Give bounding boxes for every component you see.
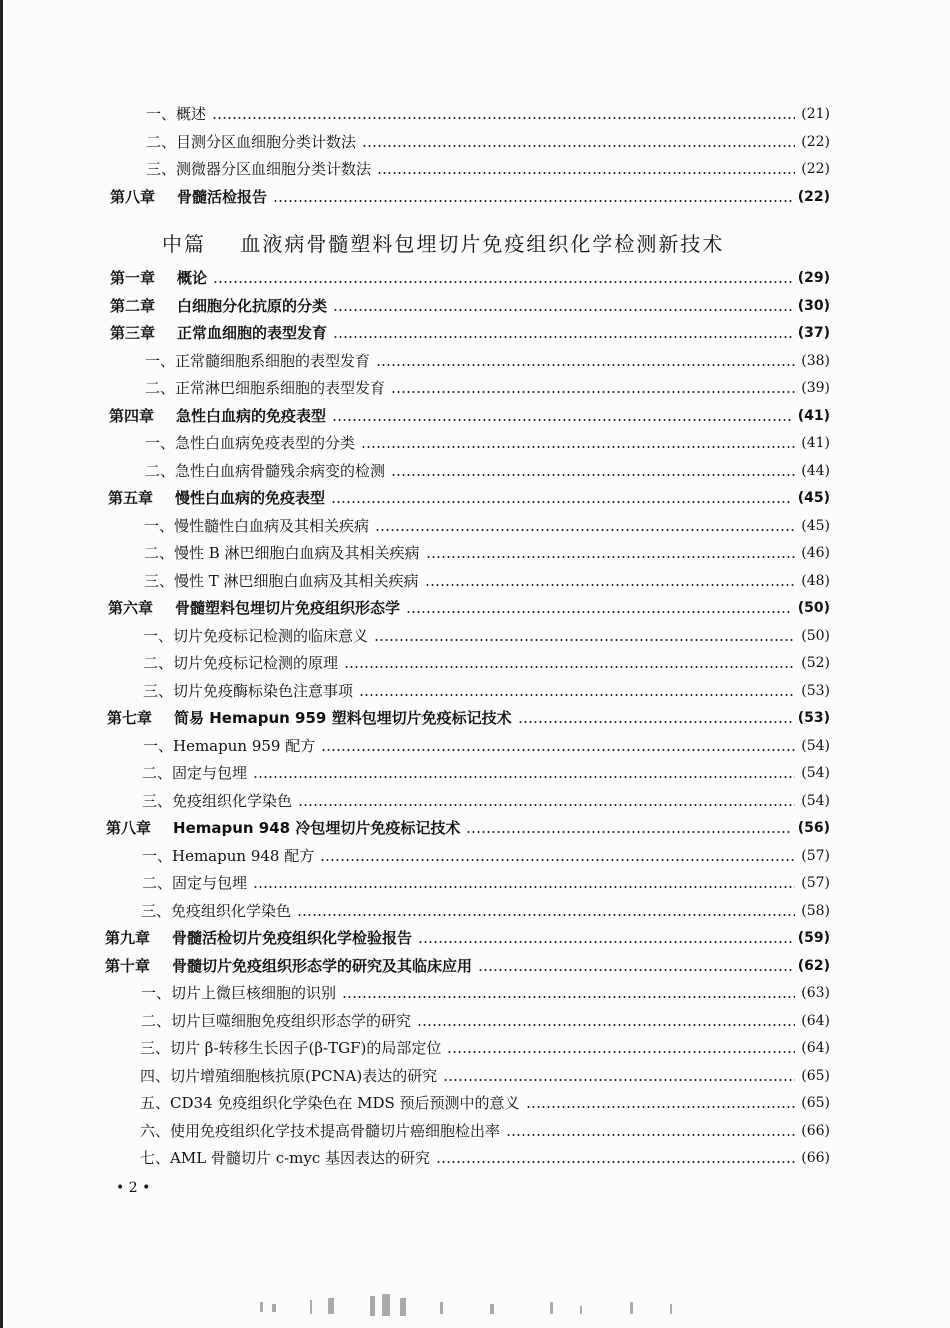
dot-leader: [375, 529, 795, 531]
toc-entry-title: 三、慢性 T 淋巴细胞白血病及其相关疾病: [144, 571, 419, 590]
page-reference: (54): [801, 765, 830, 781]
page-reference: (66): [801, 1150, 830, 1166]
dot-leader: [478, 969, 792, 971]
toc-section-entry: [142, 791, 830, 811]
chapter-number: 第十章: [105, 956, 151, 975]
chapter-number: 第七章: [107, 709, 153, 727]
toc-entry-title: 三、切片免疫酶标染色注意事项: [143, 681, 354, 700]
page-reference: (45): [797, 490, 830, 506]
chapter-title: 简易 Hemapun 959 塑料包埋切片免疫标记技术: [174, 709, 512, 727]
dot-leader: [426, 556, 796, 558]
toc-entry-title: 二、切片巨噬细胞免疫组织形态学的研究: [141, 1011, 412, 1030]
chapter-title: 概论: [177, 269, 208, 287]
page-reference: (44): [801, 462, 830, 479]
page-reference: (21): [801, 106, 830, 122]
part-heading: [162, 228, 782, 257]
page-reference: (54): [801, 737, 830, 754]
toc-section-entry: [141, 901, 830, 921]
toc-section-entry: [141, 1011, 830, 1031]
chapter-title: 慢性白血病的免疫表型: [175, 489, 326, 507]
toc-section-entry: [144, 571, 830, 591]
chapter-title: 急性白血病的免疫表型: [176, 406, 327, 425]
page-reference: (65): [801, 1067, 830, 1084]
toc-entry-title: [105, 956, 472, 976]
dot-leader: [418, 941, 792, 943]
toc-entry-title: [110, 296, 327, 316]
page-reference: (48): [801, 572, 830, 589]
toc-entry-title: 一、切片上微巨核细胞的识别: [141, 984, 337, 1002]
toc-chapter-entry: [109, 406, 830, 426]
toc-chapter-entry: [105, 928, 830, 948]
dot-leader: [332, 419, 792, 421]
page-reference: (65): [801, 1095, 830, 1111]
toc-entry-title: 七、AML 骨髓切片 c-myc 基因表达的研究: [140, 1149, 431, 1167]
page-reference: (66): [801, 1122, 830, 1139]
dot-leader: [320, 859, 795, 861]
toc-chapter-entry: [110, 296, 830, 316]
page-reference: (57): [801, 875, 830, 891]
dot-leader: [425, 584, 796, 586]
dot-leader: [213, 281, 792, 283]
dot-leader: [506, 1134, 795, 1136]
page-reference: (64): [801, 1012, 830, 1029]
toc-section-entry: [141, 983, 830, 1003]
page-reference: (29): [797, 270, 830, 286]
page-reference: (39): [801, 380, 830, 396]
page-reference: (22): [797, 188, 830, 205]
dot-leader: [406, 611, 792, 613]
toc-chapter-entry: [105, 956, 830, 976]
toc-entry-title: 二、切片免疫标记检测的原理: [143, 654, 339, 672]
page-reference: (46): [801, 545, 830, 561]
toc-entry-title: [110, 187, 267, 207]
dot-leader: [342, 996, 795, 998]
chapter-number: 第九章: [105, 929, 151, 947]
toc-entry-title: 三、切片 β-转移生长因子(β-TGF)的局部定位: [140, 1039, 442, 1057]
chapter-title: 骨髓活检报告: [177, 187, 268, 206]
toc-chapter-entry: [108, 598, 830, 618]
toc-chapter-entry: [110, 268, 830, 288]
page-reference: (37): [797, 325, 830, 341]
dot-leader: [376, 364, 795, 366]
dot-leader: [333, 336, 792, 338]
toc-section-entry: [145, 351, 830, 371]
page-reference: (53): [797, 710, 830, 726]
dot-leader: [344, 666, 795, 668]
dot-leader: [321, 749, 795, 751]
page-reference: (56): [797, 820, 830, 836]
dot-leader: [377, 172, 795, 174]
toc-section-entry: [140, 1066, 830, 1086]
toc-chapter-entry: [106, 818, 830, 838]
dot-leader: [391, 391, 795, 393]
toc-chapter-entry: [110, 323, 830, 343]
page-reference: (58): [801, 902, 830, 919]
chapter-number: 第八章: [106, 819, 152, 837]
toc-entry-title: 二、正常淋巴细胞系细胞的表型发育: [145, 379, 386, 397]
dot-leader: [253, 776, 795, 778]
toc-entry-title: 二、急性白血病骨髓残余病变的检测: [145, 461, 386, 480]
chapter-number: 第八章: [110, 187, 156, 206]
toc-entry-title: 三、测微器分区血细胞分类计数法: [146, 160, 372, 178]
toc-entry-title: [108, 598, 400, 618]
toc-section-entry: [145, 378, 830, 398]
dot-leader: [518, 721, 792, 723]
dot-leader: [447, 1051, 795, 1053]
toc-entry-title: [105, 928, 412, 948]
toc-entry-title: 三、免疫组织化学染色: [142, 791, 293, 810]
dot-leader: [333, 309, 792, 311]
dot-leader: [253, 886, 795, 888]
dot-leader: [361, 446, 795, 448]
toc-section-entry: [140, 1038, 830, 1058]
toc-entry-title: [110, 268, 207, 288]
toc-entry-title: 一、概述: [146, 105, 207, 123]
page-reference: (63): [801, 985, 830, 1001]
page-reference: (38): [801, 352, 830, 369]
toc-section-entry: [145, 433, 830, 453]
chapter-number: 第六章: [108, 599, 154, 617]
toc-entry-title: [106, 818, 460, 838]
toc-entry-title: [110, 323, 327, 343]
toc-entry-title: 三、免疫组织化学染色: [141, 901, 292, 920]
toc-entry-title: 一、Hemapun 948 配方: [142, 846, 315, 865]
toc-chapter-entry: [107, 708, 830, 728]
scan-artifact: [250, 1290, 700, 1320]
toc-entry-title: 二、固定与包埋: [142, 874, 248, 892]
page-number: • 2 •: [116, 1180, 151, 1196]
toc-chapter-entry: [110, 187, 830, 207]
toc-section-entry: [140, 1148, 830, 1168]
dot-leader: [362, 145, 795, 147]
toc-chapter-entry: [108, 488, 830, 508]
toc-section-entry: [145, 461, 830, 481]
page-reference: (50): [801, 627, 830, 644]
toc-section-entry: [146, 132, 830, 152]
dot-leader: [359, 694, 795, 696]
toc-entry-title: 一、切片免疫标记检测的临床意义: [143, 626, 369, 645]
page-reference: (62): [797, 957, 830, 974]
toc-entry-title: 二、固定与包埋: [142, 764, 248, 782]
page-reference: (53): [801, 682, 830, 699]
dot-leader: [466, 831, 791, 833]
toc-section-entry: [143, 736, 830, 756]
toc-entry-title: 二、慢性 B 淋巴细胞白血病及其相关疾病: [144, 544, 420, 562]
toc-section-entry: [143, 626, 830, 646]
page-reference: (57): [801, 847, 830, 864]
dot-leader: [331, 501, 792, 503]
dot-leader: [297, 914, 795, 916]
toc-entry-title: 二、目测分区血细胞分类计数法: [146, 132, 357, 151]
toc-section-entry: [144, 543, 830, 563]
page-reference: (52): [801, 655, 830, 671]
dot-leader: [436, 1161, 795, 1163]
page-reference: (54): [801, 792, 830, 809]
toc-entry-title: 一、Hemapun 959 配方: [143, 736, 316, 755]
chapter-title: 白细胞分化抗原的分类: [177, 296, 328, 315]
page-reference: (30): [797, 297, 830, 314]
toc-section-entry: [140, 1093, 830, 1113]
chapter-number: 第三章: [110, 324, 156, 342]
page-reference: (59): [797, 930, 830, 946]
chapter-number: 第一章: [110, 269, 156, 287]
toc-section-entry: [140, 1121, 830, 1141]
page-reference: (45): [801, 517, 830, 534]
toc-entry-title: [107, 708, 512, 728]
dot-leader: [391, 474, 795, 476]
dot-leader: [417, 1024, 795, 1026]
chapter-title: 骨髓切片免疫组织形态学的研究及其临床应用: [172, 956, 473, 975]
toc-entry-title: [109, 406, 326, 426]
toc-section-entry: [143, 681, 830, 701]
dot-leader: [526, 1106, 796, 1108]
page-reference: (22): [801, 133, 830, 150]
toc-section-entry: [142, 763, 830, 783]
chapter-number: 第二章: [110, 296, 156, 315]
page-reference: (41): [797, 407, 830, 424]
chapter-title: 正常血细胞的表型发育: [177, 324, 328, 342]
dot-leader: [443, 1079, 795, 1081]
chapter-title: 骨髓活检切片免疫组织化学检验报告: [172, 929, 413, 947]
chapter-title: Hemapun 948 冷包埋切片免疫标记技术: [173, 819, 461, 837]
page-reference: (22): [801, 161, 830, 177]
part-label: 中篇: [162, 232, 206, 256]
toc-entry-title: 六、使用免疫组织化学技术提高骨髓切片癌细胞检出率: [140, 1121, 501, 1140]
toc-entry-title: [108, 488, 325, 508]
toc-section-entry: [146, 104, 830, 124]
part-title: 血液病骨髓塑料包埋切片免疫组织化学检测新技术: [240, 232, 725, 256]
chapter-number: 第四章: [109, 406, 155, 425]
dot-leader: [212, 117, 795, 119]
page-reference: (41): [801, 435, 830, 451]
chapter-title: 骨髓塑料包埋切片免疫组织形态学: [175, 599, 401, 617]
toc-section-entry: [142, 846, 830, 866]
toc-entry-title: 一、正常髓细胞系细胞的表型发育: [145, 351, 371, 370]
dot-leader: [374, 639, 795, 641]
toc-entry-title: 四、切片增殖细胞核抗原(PCNA)表达的研究: [140, 1066, 438, 1085]
toc-entry-title: 一、慢性髓性白血病及其相关疾病: [144, 516, 370, 535]
dot-leader: [298, 804, 795, 806]
toc-section-entry: [142, 873, 830, 893]
page-reference: (50): [797, 600, 830, 616]
toc-section-entry: [146, 159, 830, 179]
toc-entry-title: 一、急性白血病免疫表型的分类: [145, 434, 356, 452]
toc-section-entry: [144, 516, 830, 536]
toc-entry-title: 五、CD34 免疫组织化学染色在 MDS 预后预测中的意义: [140, 1094, 520, 1112]
toc-section-entry: [143, 653, 830, 673]
page-reference: (64): [801, 1040, 830, 1056]
chapter-number: 第五章: [108, 489, 154, 507]
dot-leader: [273, 200, 792, 202]
